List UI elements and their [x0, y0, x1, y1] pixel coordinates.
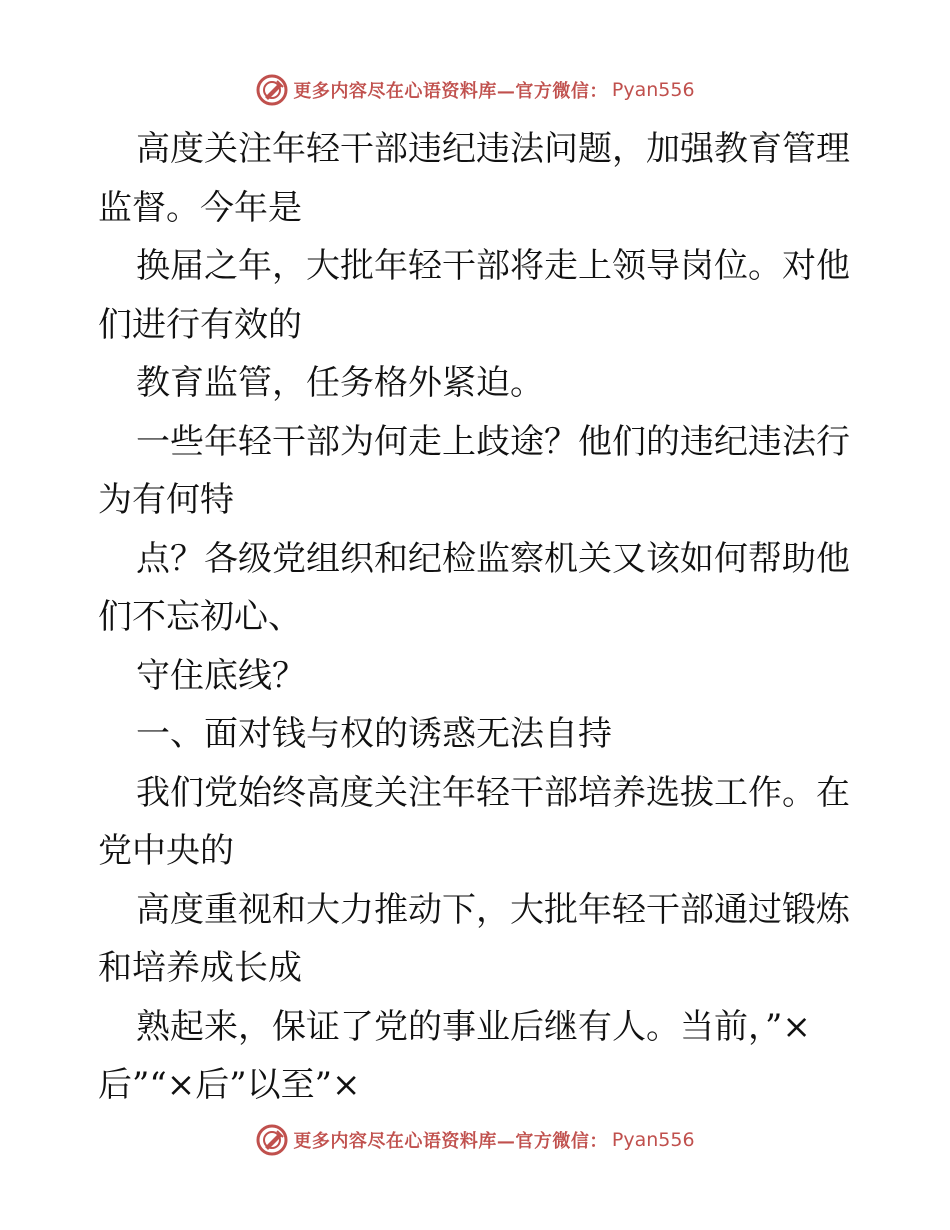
- header-banner: [0, 70, 950, 110]
- paragraph: 点？各级党组织和纪检监察机关又该如何帮助他们不忘初心、: [98, 538, 850, 637]
- paragraph: 换届之年，大批年轻干部将走上领导岗位。对他们进行有效的: [98, 246, 850, 345]
- paragraph: 高度重视和大力推动下，大批年轻干部通过锻炼和培养成长成: [98, 889, 850, 988]
- header-banner-text: 更多内容尽在心语资料库—官方微信：: [293, 81, 608, 102]
- footer-banner: [0, 1120, 950, 1160]
- paragraph: 我们党始终高度关注年轻干部培养选拔工作。在党中央的: [98, 772, 850, 871]
- document-body: [98, 120, 858, 1115]
- section-heading: 一、面对钱与权的诱惑无法自持: [136, 714, 612, 754]
- paragraph: 守住底线？: [136, 655, 306, 696]
- footer-banner-text: 更多内容尽在心语资料库—官方微信：: [293, 1131, 608, 1152]
- logo-icon: [255, 73, 289, 107]
- header-banner-content: [255, 73, 694, 107]
- paragraph: 一些年轻干部为何走上歧途？他们的违纪违法行为有何特: [98, 421, 850, 520]
- paragraph: 高度关注年轻干部违纪违法问题，加强教育管理监督。今年是: [98, 129, 850, 228]
- paragraph: 教育监管，任务格外紧迫。: [136, 363, 544, 403]
- header-banner-id: Pyan556: [611, 79, 695, 101]
- paragraph: 熟起来，保证了党的事业后继有人。当前，”×后”“×后”以至”×: [98, 1006, 811, 1105]
- logo-icon: [255, 1123, 289, 1157]
- footer-banner-id: Pyan556: [611, 1129, 695, 1151]
- footer-banner-content: [255, 1123, 694, 1157]
